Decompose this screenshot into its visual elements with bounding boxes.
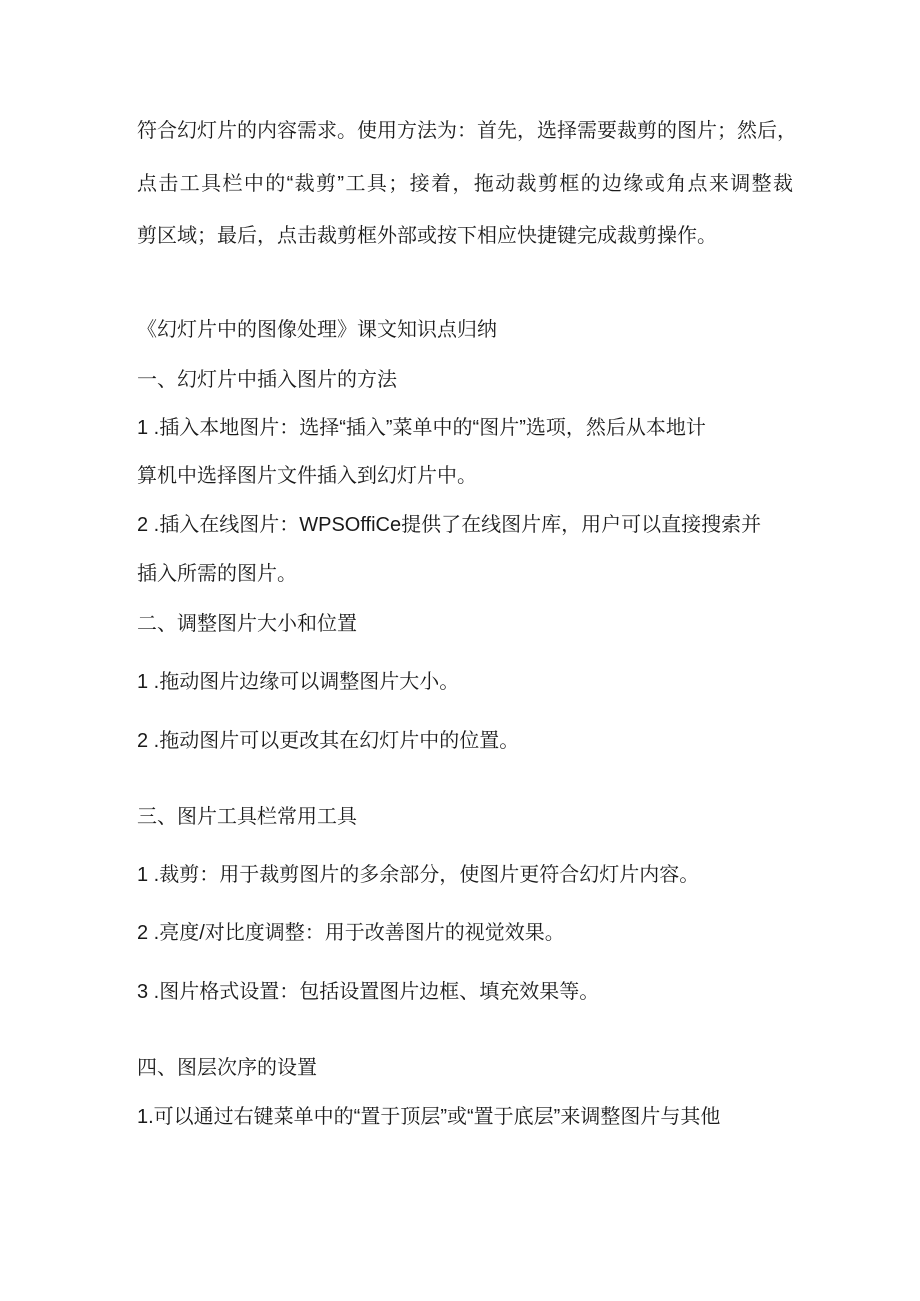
list-item-line: 2 .插入在线图片：WPSOffiCe提供了在线图片库，用户可以直接搜索并: [137, 514, 762, 536]
intro-line: 点击工具栏中的“裁剪”工具；接着，拖动裁剪框的边缘或角点来调整裁: [137, 173, 793, 195]
section-heading: 二、调整图片大小和位置: [137, 613, 357, 635]
list-item-line: 算机中选择图片文件插入到幻灯片中。: [137, 465, 477, 487]
list-item-line: 2 .拖动图片可以更改其在幻灯片中的位置。: [137, 730, 520, 752]
list-item-line: 3 .图片格式设置：包括设置图片边框、填充效果等。: [137, 981, 600, 1003]
section-heading: 三、图片工具栏常用工具: [137, 806, 357, 828]
list-item-line: 1 .拖动图片边缘可以调整图片大小。: [137, 671, 460, 693]
list-item-line: 插入所需的图片。: [137, 563, 297, 585]
list-item-line: 1 .裁剪：用于裁剪图片的多余部分，使图片更符合幻灯片内容。: [137, 864, 700, 886]
intro-line: 符合幻灯片的内容需求。使用方法为：首先，选择需要裁剪的图片；然后，: [137, 120, 797, 142]
intro-line: 剪区域；最后，点击裁剪框外部或按下相应快捷键完成裁剪操作。: [137, 225, 717, 247]
list-item-line: 1.可以通过右键菜单中的“置于顶层”或“置于底层”来调整图片与其他: [137, 1106, 721, 1128]
list-item-line: 1 .插入本地图片：选择“插入”菜单中的“图片”选项，然后从本地计: [137, 417, 706, 439]
document-title: 《幻灯片中的图像处理》课文知识点归纳: [137, 319, 497, 341]
section-heading: 一、幻灯片中插入图片的方法: [137, 369, 397, 391]
section-heading: 四、图层次序的设置: [137, 1057, 317, 1079]
list-item-line: 2 .亮度/对比度调整：用于改善图片的视觉效果。: [137, 922, 565, 944]
